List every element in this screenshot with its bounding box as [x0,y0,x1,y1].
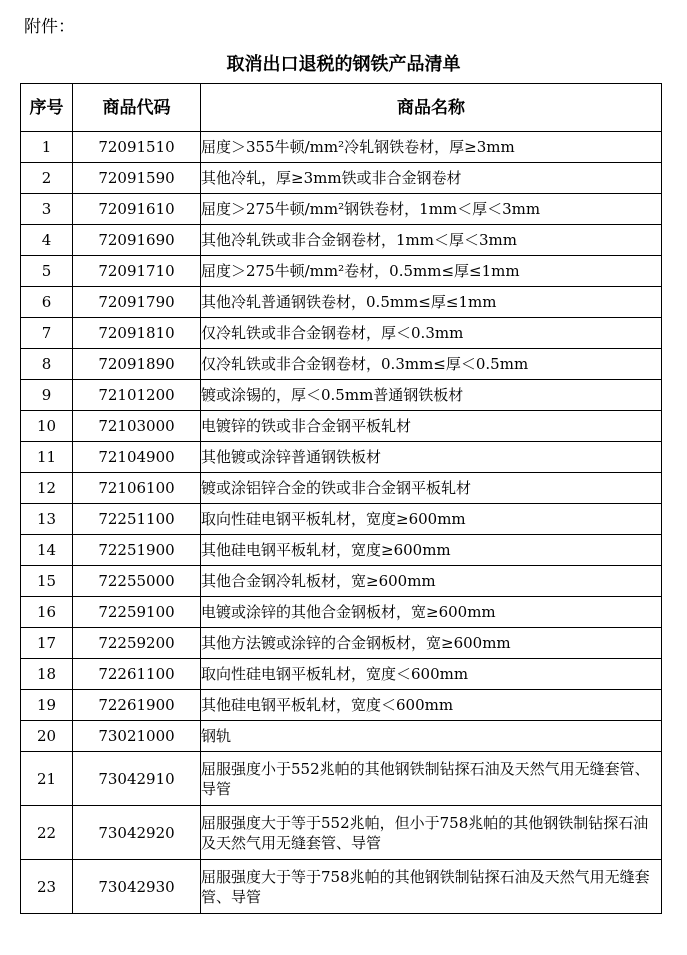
attachment-label: 附件： [24,17,75,37]
serial-number-cell: 14 [21,535,73,566]
product-code-cell: 72251900 [73,535,201,566]
serial-number-cell: 10 [21,411,73,442]
product-code-cell: 73042930 [73,860,201,914]
serial-number-cell: 6 [21,287,73,318]
product-name-cell: 屈服强度大于等于552兆帕，但小于758兆帕的其他钢铁制钻探石油及天然气用无缝套管、导管 [201,806,662,860]
product-name-cell: 其他冷轧普通钢铁卷材，0.5mm≤厚≤1mm [201,287,662,318]
serial-number-cell: 21 [21,752,73,806]
table-row [21,256,662,287]
table-row [21,721,662,752]
product-code-cell: 72091610 [73,194,201,225]
product-code-cell: 72091890 [73,349,201,380]
table-row [21,349,662,380]
serial-number-cell: 17 [21,628,73,659]
serial-number-cell: 4 [21,225,73,256]
product-code-cell: 72091810 [73,318,201,349]
table-row [21,806,662,860]
header-product-code: 商品代码 [73,84,201,132]
product-name-cell: 仅冷轧铁或非合金钢卷材，厚＜0.3mm [201,318,662,349]
table-row [21,535,662,566]
product-name-cell: 屈度＞275牛顿/mm²卷材，0.5mm≤厚≤1mm [201,256,662,287]
product-code-cell: 72251100 [73,504,201,535]
product-name-cell: 屈服强度小于552兆帕的其他钢铁制钻探石油及天然气用无缝套管、导管 [201,752,662,806]
table-row [21,860,662,914]
table-row [21,442,662,473]
product-name-cell: 其他镀或涂锌普通钢铁板材 [201,442,662,473]
table-row [21,752,662,806]
product-table [20,83,662,914]
product-code-cell: 72106100 [73,473,201,504]
serial-number-cell: 19 [21,690,73,721]
serial-number-cell: 23 [21,860,73,914]
serial-number-cell: 8 [21,349,73,380]
serial-number-cell: 9 [21,380,73,411]
product-code-cell: 72091590 [73,163,201,194]
table-row [21,318,662,349]
serial-number-cell: 5 [21,256,73,287]
product-code-cell: 72091710 [73,256,201,287]
product-code-cell: 72259100 [73,597,201,628]
product-name-cell: 其他硅电钢平板轧材，宽度≥600mm [201,535,662,566]
serial-number-cell: 15 [21,566,73,597]
serial-number-cell: 3 [21,194,73,225]
serial-number-cell: 11 [21,442,73,473]
product-name-cell: 其他方法镀或涂锌的合金钢板材，宽≥600mm [201,628,662,659]
product-code-cell: 72101200 [73,380,201,411]
product-code-cell: 73021000 [73,721,201,752]
table-row [21,225,662,256]
product-name-cell: 其他冷轧，厚≥3mm铁或非合金钢卷材 [201,163,662,194]
table-row [21,504,662,535]
product-code-cell: 72091790 [73,287,201,318]
table-header-row [21,84,662,132]
product-code-cell: 72255000 [73,566,201,597]
product-code-cell: 72103000 [73,411,201,442]
header-product-name: 商品名称 [201,84,662,132]
table-row [21,411,662,442]
product-name-cell: 仅冷轧铁或非合金钢卷材，0.3mm≤厚＜0.5mm [201,349,662,380]
product-name-cell: 屈度＞275牛顿/mm²钢铁卷材，1mm＜厚＜3mm [201,194,662,225]
product-name-cell: 其他硅电钢平板轧材，宽度＜600mm [201,690,662,721]
serial-number-cell: 20 [21,721,73,752]
product-name-cell: 屈服强度大于等于758兆帕的其他钢铁制钻探石油及天然气用无缝套管、导管 [201,860,662,914]
table-row [21,287,662,318]
product-name-cell: 取向性硅电钢平板轧材，宽度≥600mm [201,504,662,535]
serial-number-cell: 12 [21,473,73,504]
document-title: 取消出口退税的钢铁产品清单 [226,54,461,75]
product-code-cell: 72091510 [73,132,201,163]
product-code-cell: 73042920 [73,806,201,860]
product-name-cell: 镀或涂铝锌合金的铁或非合金钢平板轧材 [201,473,662,504]
serial-number-cell: 1 [21,132,73,163]
product-name-cell: 其他合金钢冷轧板材，宽≥600mm [201,566,662,597]
product-code-cell: 72091690 [73,225,201,256]
product-name-cell: 其他冷轧铁或非合金钢卷材，1mm＜厚＜3mm [201,225,662,256]
serial-number-cell: 22 [21,806,73,860]
header-serial-number: 序号 [21,84,73,132]
serial-number-cell: 16 [21,597,73,628]
table-row [21,380,662,411]
table-row [21,566,662,597]
product-name-cell: 镀或涂锡的，厚＜0.5mm普通钢铁板材 [201,380,662,411]
serial-number-cell: 2 [21,163,73,194]
table-row [21,163,662,194]
product-code-cell: 72261900 [73,690,201,721]
table-row [21,597,662,628]
product-name-cell: 电镀锌的铁或非合金钢平板轧材 [201,411,662,442]
table-row [21,628,662,659]
serial-number-cell: 7 [21,318,73,349]
product-code-cell: 72104900 [73,442,201,473]
table-row [21,659,662,690]
product-code-cell: 73042910 [73,752,201,806]
table-row [21,132,662,163]
table-row [21,690,662,721]
product-name-cell: 钢轨 [201,721,662,752]
product-name-cell: 电镀或涂锌的其他合金钢板材，宽≥600mm [201,597,662,628]
serial-number-cell: 18 [21,659,73,690]
serial-number-cell: 13 [21,504,73,535]
product-name-cell: 取向性硅电钢平板轧材，宽度＜600mm [201,659,662,690]
table-row [21,194,662,225]
product-code-cell: 72259200 [73,628,201,659]
product-code-cell: 72261100 [73,659,201,690]
product-name-cell: 屈度＞355牛顿/mm²冷轧钢铁卷材，厚≥3mm [201,132,662,163]
table-row [21,473,662,504]
